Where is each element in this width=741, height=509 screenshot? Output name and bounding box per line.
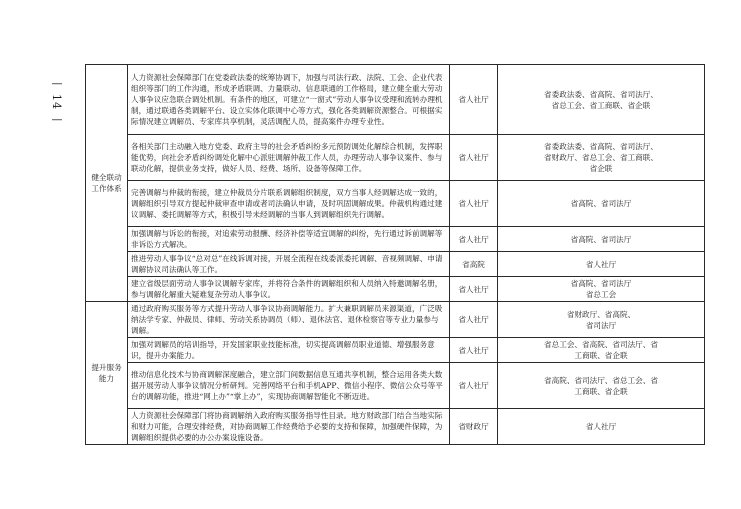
page-number-dash-bottom: — [51,113,63,126]
table-row [86,338,705,363]
lead-department: 省人社厅 [450,135,498,181]
task-description: 完善调解与仲裁的衔接，建立仲裁员分片联系调解组织制度，双方当事人经调解达成一致的，调解组织引导双方提起仲裁审查申请或者司法确认申请，及时巩固调解成果。仲裁机构通过建议调解、委托调解等方式，积极引导未经调解的当事人到调解组织先行调解。 [128,181,450,227]
task-description: 推动信息化技术与协商调解深度融合，建立部门间数据信息互通共享机制，整合运用各类大数据开展劳动人事争议情况分析研判。完善网络平台和手机APP、微信小程序、微信公众号等平台的调解功能，推进“网上办”“掌上办”，实现协商调解智能化不断迈进。 [128,363,450,409]
lead-department: 省人社厅 [450,181,498,227]
lead-department: 省人社厅 [450,65,498,135]
cooperating-departments: 省人社厅 [498,252,705,277]
cooperating-departments: 省委政法委、省高院、省司法厅、 省财政厅、省总工会、省工商联、 省企联 [498,135,705,181]
cooperating-departments: 省人社厅 [498,409,705,445]
table-row [86,181,705,227]
table-row [86,227,705,252]
task-description: 加强调解与诉讼的衔接，对追索劳动报酬、经济补偿等适宜调解的纠纷，先行通过诉前调解等非诉讼方式解决。 [128,227,450,252]
category-cell-service: 提升服务能力 [86,302,128,445]
task-description: 建立省级层面劳动人事争议调解专家库，并将符合条件的调解组织和人员纳入特邀调解名册，参与调解化解重大疑难复杂劳动人事争议。 [128,277,450,302]
task-description: 各相关部门主动融入地方党委、政府主导的社会矛盾纠纷多元预防调处化解综合机制，发挥职能优势，向社会矛盾纠纷调处化解中心派驻调解仲裁工作人员，办理劳动人事争议案件、参与联动化解，提供业务支持，做好人员、经费、场所、设备等保障工作。 [128,135,450,181]
lead-department: 省人社厅 [450,277,498,302]
table-row [86,363,705,409]
page-number [50,78,64,126]
table-row [86,135,705,181]
lead-department: 省财政厅 [450,409,498,445]
task-description: 通过政府购买服务等方式提升劳动人事争议协商调解能力。扩大兼职调解员来源渠道，广泛吸纳法学专家、仲裁员、律师、劳动关系协调员（师）、退休法官、退休检察官等专业力量参与调解。 [128,302,450,338]
table-row [86,409,705,445]
lead-department: 省人社厅 [450,338,498,363]
cooperating-departments: 省委政法委、省高院、省司法厅、 省总工会、省工商联、省企联 [498,65,705,135]
page-number-dash-top: — [51,77,63,90]
cooperating-departments: 省高院、省司法厅 [498,227,705,252]
page-number-value: 14 [50,94,63,110]
lead-department: 省人社厅 [450,363,498,409]
cooperating-departments: 省高院、省司法厅、省总工会、省 工商联、省企联 [498,363,705,409]
task-table [85,64,705,445]
cooperating-departments: 省总工会、省高院、省司法厅、省 工商联、省企联 [498,338,705,363]
cooperating-departments: 省财政厅、省高院、 省司法厅 [498,302,705,338]
lead-department: 省人社厅 [450,227,498,252]
task-description: 人力资源社会保障部门在党委政法委的统筹协调下，加强与司法行政、法院、工会、企业代表组织等部门的工作沟通，形成矛盾联调、力量联动、信息联通的工作格局，建立健全重大劳动人事争议应急联合调处机制。有条件的地区，可建立“一窗式”劳动人事争议受理和流转办理机制，通过联通各类调解平台、设立实体化联调中心等方式，强化各类调解资源整合。可根据实际情况建立调解员、专家库共享机制，灵活调配人员，提高案件办理专业性。 [128,65,450,135]
task-description: 人力资源社会保障部门将协商调解纳入政府购买服务指导性目录。地方财政部门结合当地实际和财力可能，合理安排经费，对协商调解工作经费给予必要的支持和保障，加强硬件保障，为调解组织提供必要的办公办案设施设备。 [128,409,450,445]
table-row [86,277,705,302]
category-cell-linkage: 健全联动工作体系 [86,65,128,302]
cooperating-departments: 省高院、省司法厅 省总工会 [498,277,705,302]
table-row [86,252,705,277]
table-row [86,302,705,338]
task-description: 加强对调解员的培训指导，开发国家职业技能标准，切实提高调解员职业道德、增强服务意识，提升办案能力。 [128,338,450,363]
table-row [86,65,705,135]
lead-department: 省人社厅 [450,302,498,338]
task-description: 推进劳动人事争议“总对总”在线诉调对接，开展全流程在线委派委托调解、音视频调解、申请调解协议司法确认等工作。 [128,252,450,277]
cooperating-departments: 省高院、省司法厅 [498,181,705,227]
lead-department: 省高院 [450,252,498,277]
